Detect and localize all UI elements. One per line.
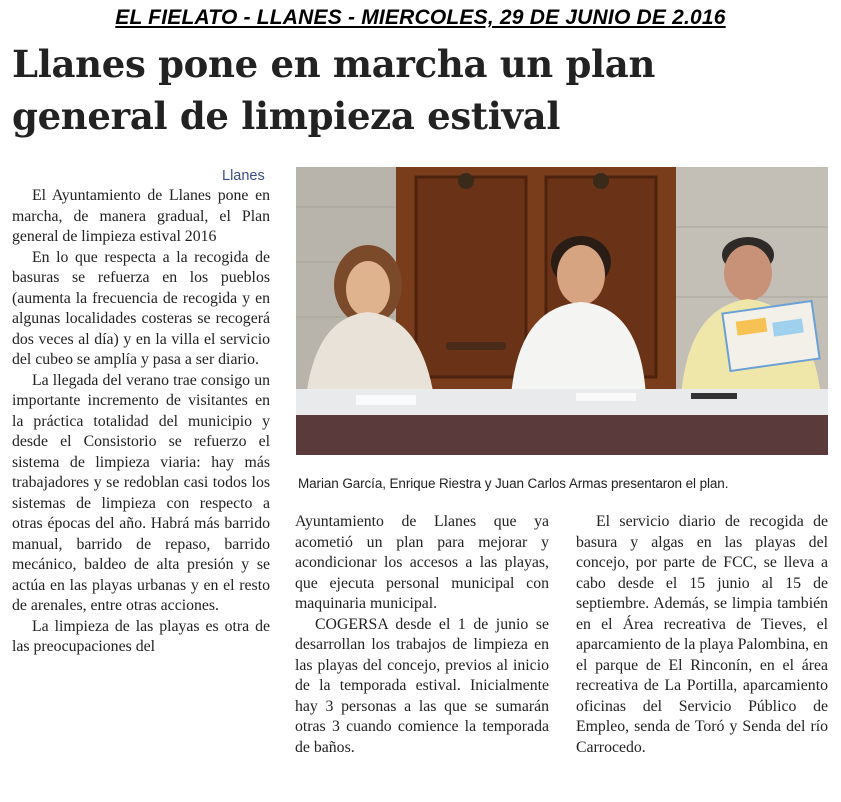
photo-caption: Marian García, Enrique Riestra y Juan Carlos Armas presentaron el plan. xyxy=(298,476,729,491)
article-photo xyxy=(296,167,828,455)
article-column-3 xyxy=(576,512,828,758)
paragraph: Ayuntamiento de Llanes que ya acometió un plan para mejorar y acondicionar los accesos a las playas, que ejecuta personal municipal con maquinaria municipal. xyxy=(295,513,549,612)
newspaper-masthead: EL FIELATO - LLANES - MIERCOLES, 29 DE JUNIO DE 2.016 xyxy=(115,6,726,29)
paragraph: En lo que respecta a la recogida de basuras se refuerza en los pueblos (aumenta la frecuencia de recogida y en algunas localidades costeras se recogerá dos veces al día) y en la villa el servicio del cubeo se amplía y pasa a ser diario. xyxy=(12,248,270,368)
article-column-1 xyxy=(12,186,270,658)
article-column-2 xyxy=(295,512,549,758)
paragraph: La limpieza de las playas es otra de las preocupaciones del xyxy=(12,617,270,655)
paragraph: COGERSA desde el 1 de junio se desarrollan los trabajos de limpieza en las playas del concejo, previos al inicio de la temporada estival. Inicialmente hay 3 personas a las que se sumarán otras 3 cuando comience la temporada de baños. xyxy=(295,615,549,756)
article-headline xyxy=(12,38,832,142)
paragraph: La llegada del verano trae consigo un importante incremento de visitantes en la práctica totalidad del municipio y desde el Consistorio se refuerzo el sistema de limpieza viaria: hay más trabajadores y se redoblan casi todos los sistemas de limpieza con respecto a otras épocas del año. Habrá más barrido manual, barrido de repaso, barrido mecánico, baldeo de alta presión y se actúa en las playas urbanas y en el resto de arenales, entre otras acciones. xyxy=(12,371,270,614)
paragraph: El Ayuntamiento de Llanes pone en marcha, de manera gradual, el Plan general de limpieza estival 2016 xyxy=(12,187,270,245)
photo-illustration xyxy=(296,167,828,455)
article-locality: Llanes xyxy=(222,168,265,184)
paragraph: El servicio diario de recogida de basura y algas en las playas del concejo, por parte de FCC, se lleva a cabo desde el 15 junio al 15 de septiembre. Además, se limpia también en el Área recreativa de Tieves, el aparcamiento de la playa Palombina, en el parque de El Rinconín, en el área recreativa de La Portilla, aparcamiento oficinas del Servicio Público de Empleo, senda de Toró y Senda del río Carrocedo. xyxy=(576,513,828,756)
headline-line-2: general de limpieza estival xyxy=(12,94,561,138)
headline-line-1: Llanes pone en marcha un plan xyxy=(12,42,656,86)
